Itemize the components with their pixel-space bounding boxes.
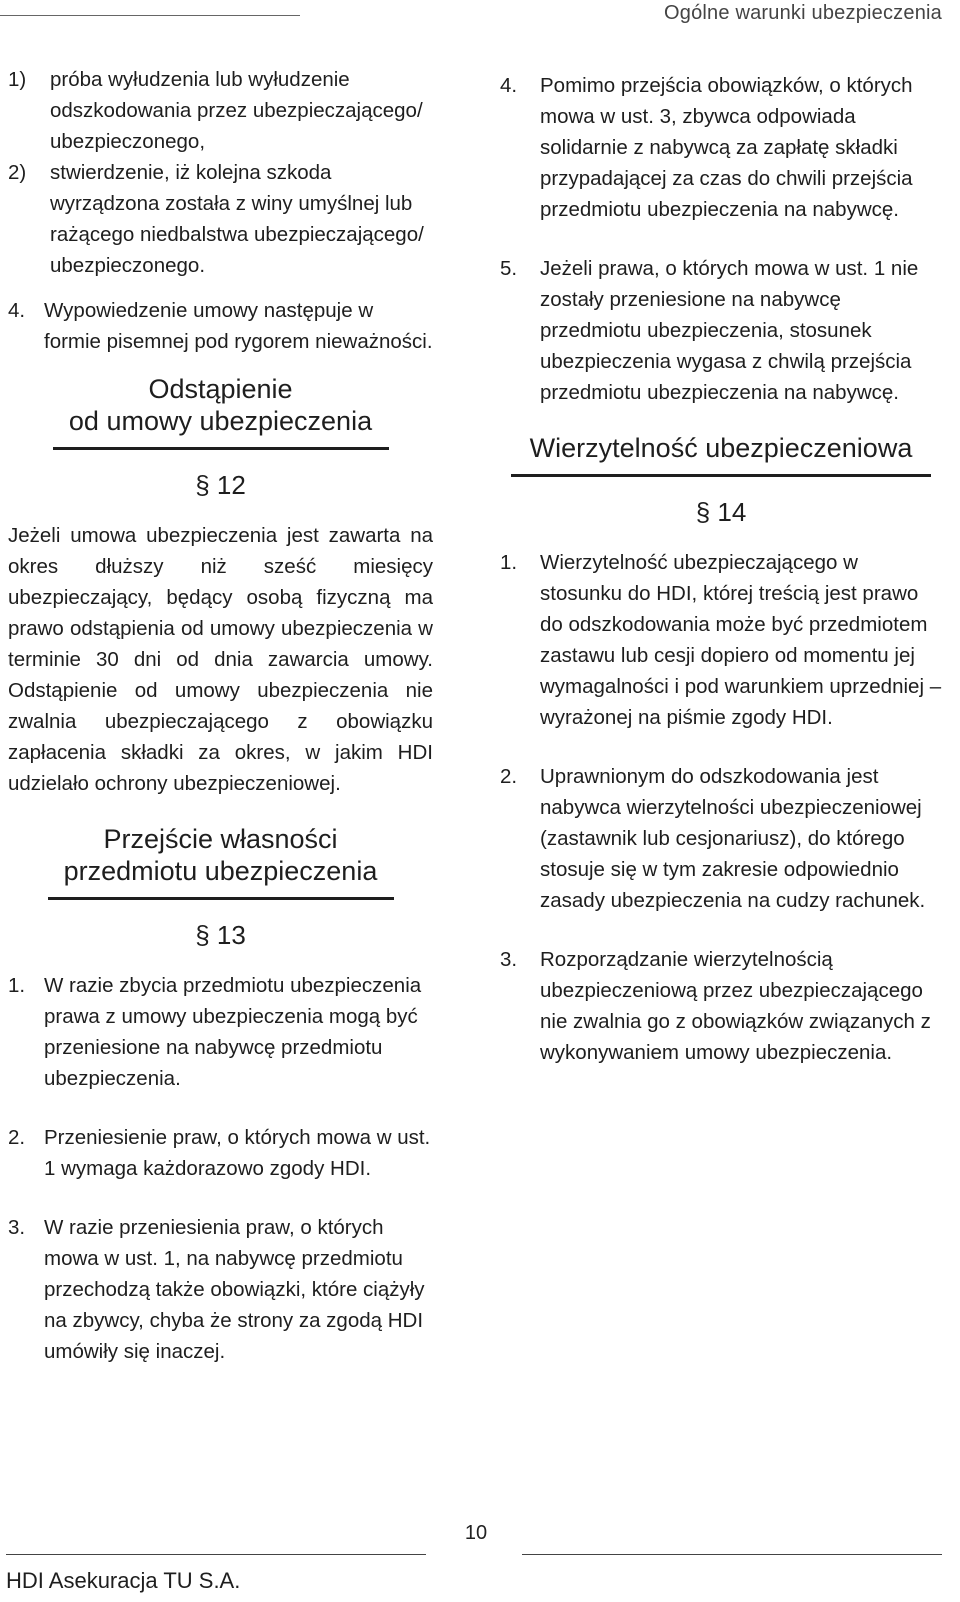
footer-rule bbox=[522, 1554, 942, 1555]
list-number: 2) bbox=[8, 161, 27, 184]
paragraph-sign-12: § 12 bbox=[195, 470, 246, 500]
list-number: 1) bbox=[8, 68, 27, 91]
list-text: próba wyłudzenia lub wyłudzenie odszkodowania przez ubezpieczającego/ ubezpieczonego, bbox=[50, 68, 423, 153]
section-title-14: Wierzytelność ubezpieczeniowa bbox=[529, 433, 913, 463]
section-rule bbox=[53, 447, 389, 450]
list-number: 3. bbox=[8, 1216, 26, 1239]
list-text: Wypowiedzenie umowy następuje w formie pisemnej pod rygorem nieważności. bbox=[44, 299, 433, 353]
list-number: 2. bbox=[8, 1126, 26, 1149]
running-header bbox=[0, 0, 942, 34]
header-rule bbox=[0, 15, 300, 16]
list-text: W razie przeniesienia praw, o których mowa w ust. 1, na nabywcę przedmiotu przechodzą także obowiązki, które ciążyły na zbywcy, chyba że strony za zgodą HDI umówiły się inaczej. bbox=[44, 1216, 425, 1363]
list-item bbox=[8, 295, 433, 357]
section-title-line: Przejście własności bbox=[103, 824, 338, 854]
document-title: Ogólne warunki ubezpieczenia bbox=[664, 2, 942, 24]
list-item bbox=[8, 64, 433, 157]
list-text: Wierzytelność ubezpieczającego w stosunku do HDI, której treścią jest prawo do odszkodowania może być przedmiotem zastawu lub cesji dopiero od momentu jej wymagalności i pod warunkiem uprzedniej – wyrażonej na piśmie zgody HDI. bbox=[540, 551, 942, 729]
list-item bbox=[8, 157, 433, 281]
company-name: HDI Asekuracja TU S.A. bbox=[6, 1568, 241, 1593]
list-text: stwierdzenie, iż kolejna szkoda wyrządzona została z winy umyślnej lub rażącego niedbalstwa ubezpieczającego/ ubezpieczonego. bbox=[50, 161, 424, 277]
list-item bbox=[500, 761, 942, 916]
list-number: 1. bbox=[8, 974, 26, 997]
page-footer bbox=[0, 1522, 960, 1602]
list-text: Jeżeli prawa, o których mowa w ust. 1 nie zostały przeniesione na nabywcę przedmiotu ubezpieczenia, stosunek ubezpieczenia wygasa z chwilą przejścia przedmiotu ubezpieczenia na nabywcę. bbox=[540, 257, 919, 404]
section-title-line: Odstąpienie bbox=[148, 374, 293, 404]
list-number: 4. bbox=[500, 74, 518, 97]
list-text: Pomimo przejścia obowiązków, o których mowa w ust. 3, zbywca odpowiada solidarnie z nabywcą za zapłatę składki przypadającej za czas do chwili przejścia przedmiotu ubezpieczenia na nabywcę. bbox=[540, 74, 913, 221]
footer-rule bbox=[6, 1554, 426, 1555]
list-text: Uprawnionym do odszkodowania jest nabywca wierzytelności ubezpieczeniowej (zastawnik lub cesjonariusz), do którego stosuje się w tym zakresie odpowiednio zasady ubezpieczenia na cudzy rachunek. bbox=[540, 765, 926, 912]
left-column bbox=[8, 64, 433, 1367]
list-text: Rozporządzanie wierzytelnością ubezpieczeniową przez ubezpieczającego nie zwalnia go z obowiązków związanych z wykonywaniem umowy ubezpieczenia. bbox=[540, 948, 931, 1064]
list-item bbox=[8, 1122, 433, 1184]
section-title-line: przedmiotu ubezpieczenia bbox=[63, 856, 378, 886]
section-rule bbox=[48, 897, 394, 900]
list-item bbox=[8, 1212, 433, 1367]
section-title-12 bbox=[8, 373, 433, 437]
list-item bbox=[500, 70, 942, 225]
list-number: 5. bbox=[500, 257, 518, 280]
section-title-13 bbox=[8, 823, 433, 887]
list-number: 3. bbox=[500, 948, 518, 971]
paragraph-sign-13: § 13 bbox=[195, 920, 246, 950]
list-text: Przeniesienie praw, o których mowa w ust. 1 wymaga każdorazowo zgody HDI. bbox=[44, 1126, 431, 1180]
page-number: 10 bbox=[464, 1522, 488, 1544]
list-number: 4. bbox=[8, 299, 26, 322]
section-rule bbox=[511, 474, 931, 477]
section-title-line: od umowy ubezpieczenia bbox=[68, 406, 373, 436]
list-item bbox=[500, 547, 942, 733]
section-paragraph: Jeżeli umowa ubezpieczenia jest zawarta na okres dłuższy niż sześć miesięcy ubezpieczający, będący osobą fizyczną ma prawo odstąpienia od umowy ubezpieczenia w terminie 30 dni od dnia zawarcia umowy. Odstąpienie od umowy ubezpieczenia nie zwalnia ubezpieczającego z obowiązku zapłacenia składki za okres, w jakim HDI udzielało ochrony ubezpieczeniowej. bbox=[8, 524, 433, 795]
list-item bbox=[500, 944, 942, 1068]
list-number: 2. bbox=[500, 765, 518, 788]
paragraph-sign-14: § 14 bbox=[695, 497, 747, 527]
list-text: W razie zbycia przedmiotu ubezpieczenia prawa z umowy ubezpieczenia mogą być przeniesione na nabywcę przedmiotu ubezpieczenia. bbox=[44, 974, 422, 1090]
list-item bbox=[8, 970, 433, 1094]
list-item bbox=[500, 253, 942, 408]
right-column bbox=[500, 70, 942, 1068]
list-number: 1. bbox=[500, 551, 518, 574]
